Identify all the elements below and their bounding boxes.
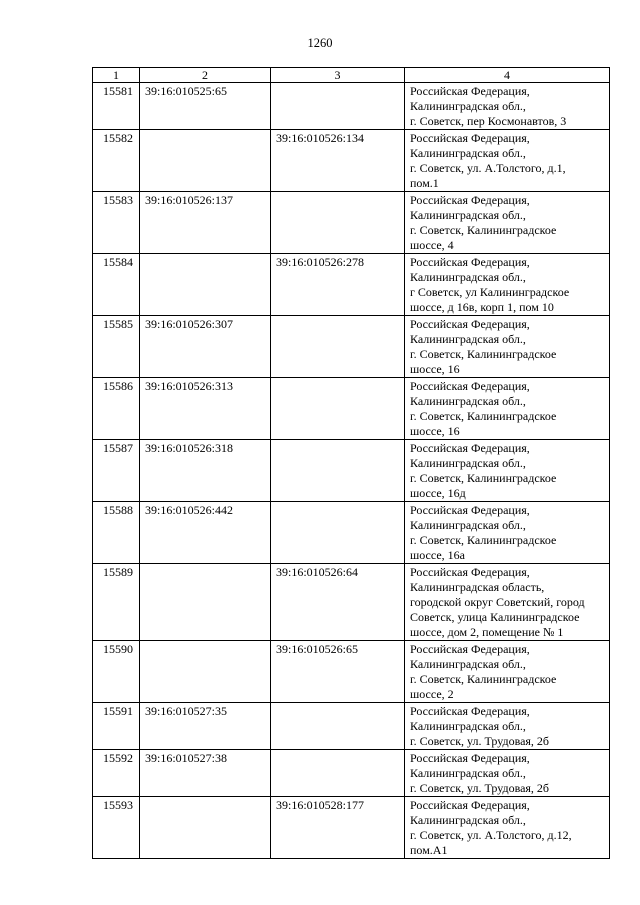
address-line: Российская Федерация, <box>410 704 530 718</box>
address-line: шоссе, 16д <box>410 486 466 500</box>
cadastral-number-cell <box>140 641 271 703</box>
row-number-cell: 15582 <box>93 130 140 192</box>
cadastral-number-cell: 39:16:010527:35 <box>140 703 271 750</box>
table-row <box>93 641 610 703</box>
address-line: шоссе, дом 2, помещение № 1 <box>410 625 564 639</box>
address-line: г. Советск, Калининградское <box>410 533 557 547</box>
address-line: г Советск, ул Калининградское <box>410 285 570 299</box>
address-line: г. Советск, ул. А.Толстого, д.1, <box>410 161 566 175</box>
table-row <box>93 502 610 564</box>
row-number-cell: 15590 <box>93 641 140 703</box>
address-line: пом.1 <box>410 176 439 190</box>
row-number-cell: 15586 <box>93 378 140 440</box>
column-header-1: 1 <box>93 68 140 83</box>
related-cadastral-number-cell: 39:16:010528:177 <box>271 797 405 859</box>
column-header-2: 2 <box>140 68 271 83</box>
row-number-cell: 15584 <box>93 254 140 316</box>
table-row <box>93 316 610 378</box>
address-cell <box>405 316 610 378</box>
address-line: г. Советск, Калининградское <box>410 347 557 361</box>
address-line: Российская Федерация, <box>410 84 530 98</box>
address-cell <box>405 83 610 130</box>
table-row <box>93 130 610 192</box>
table-body <box>93 83 610 859</box>
address-cell <box>405 130 610 192</box>
address-line: шоссе, 16 <box>410 424 460 438</box>
address-cell <box>405 641 610 703</box>
related-cadastral-number-cell <box>271 83 405 130</box>
address-line: Российская Федерация, <box>410 193 530 207</box>
address-line: городской округ Советский, город <box>410 595 585 609</box>
address-cell <box>405 254 610 316</box>
address-line: Калининградская обл., <box>410 146 526 160</box>
address-line: Калининградская область, <box>410 580 545 594</box>
address-cell <box>405 192 610 254</box>
address-line: г. Советск, пер Космонавтов, 3 <box>410 114 567 128</box>
address-line: г. Советск, Калининградское <box>410 471 557 485</box>
table-row <box>93 83 610 130</box>
address-line: шоссе, д 16в, корп 1, пом 10 <box>410 300 554 314</box>
table-row <box>93 797 610 859</box>
related-cadastral-number-cell <box>271 316 405 378</box>
address-cell <box>405 797 610 859</box>
table-row <box>93 254 610 316</box>
related-cadastral-number-cell <box>271 378 405 440</box>
address-line: г. Советск, Калининградское <box>410 409 557 423</box>
address-line: Калининградская обл., <box>410 394 526 408</box>
address-line: Российская Федерация, <box>410 255 530 269</box>
row-number-cell: 15591 <box>93 703 140 750</box>
address-line: г. Советск, Калининградское <box>410 672 557 686</box>
address-line: шоссе, 4 <box>410 238 454 252</box>
address-line: г. Советск, Калининградское <box>410 223 557 237</box>
address-line: Российская Федерация, <box>410 131 530 145</box>
related-cadastral-number-cell: 39:16:010526:134 <box>271 130 405 192</box>
cadastral-number-cell: 39:16:010525:65 <box>140 83 271 130</box>
related-cadastral-number-cell <box>271 750 405 797</box>
address-line: Российская Федерация, <box>410 565 530 579</box>
address-line: Калининградская обл., <box>410 456 526 470</box>
table-row <box>93 750 610 797</box>
address-line: шоссе, 2 <box>410 687 454 701</box>
address-line: шоссе, 16 <box>410 362 460 376</box>
related-cadastral-number-cell: 39:16:010526:65 <box>271 641 405 703</box>
related-cadastral-number-cell <box>271 703 405 750</box>
table-row <box>93 703 610 750</box>
address-cell <box>405 440 610 502</box>
address-line: Калининградская обл., <box>410 518 526 532</box>
address-line: Российская Федерация, <box>410 317 530 331</box>
address-line: Калининградская обл., <box>410 813 526 827</box>
address-line: Российская Федерация, <box>410 751 530 765</box>
header-row <box>93 68 610 83</box>
table-row <box>93 564 610 641</box>
cadastral-number-cell: 39:16:010526:307 <box>140 316 271 378</box>
address-line: г. Советск, ул. А.Толстого, д.12, <box>410 828 572 842</box>
address-line: Российская Федерация, <box>410 379 530 393</box>
address-line: шоссе, 16а <box>410 548 465 562</box>
row-number-cell: 15589 <box>93 564 140 641</box>
cadastral-number-cell <box>140 254 271 316</box>
address-line: Калининградская обл., <box>410 208 526 222</box>
address-line: г. Советск, ул. Трудовая, 2б <box>410 781 550 795</box>
address-line: Калининградская обл., <box>410 270 526 284</box>
address-cell <box>405 564 610 641</box>
address-line: Калининградская обл., <box>410 657 526 671</box>
column-header-4: 4 <box>405 68 610 83</box>
address-line: Российская Федерация, <box>410 642 530 656</box>
cadastral-number-cell <box>140 564 271 641</box>
related-cadastral-number-cell <box>271 192 405 254</box>
address-line: Российская Федерация, <box>410 503 530 517</box>
row-number-cell: 15583 <box>93 192 140 254</box>
address-line: Калининградская обл., <box>410 332 526 346</box>
address-line: Калининградская обл., <box>410 766 526 780</box>
cadastral-number-cell: 39:16:010527:38 <box>140 750 271 797</box>
registry-table <box>92 67 610 859</box>
row-number-cell: 15588 <box>93 502 140 564</box>
address-cell <box>405 378 610 440</box>
cadastral-number-cell: 39:16:010526:137 <box>140 192 271 254</box>
address-cell <box>405 502 610 564</box>
row-number-cell: 15592 <box>93 750 140 797</box>
address-cell <box>405 703 610 750</box>
cadastral-number-cell: 39:16:010526:442 <box>140 502 271 564</box>
address-cell <box>405 750 610 797</box>
related-cadastral-number-cell <box>271 440 405 502</box>
cadastral-number-cell: 39:16:010526:318 <box>140 440 271 502</box>
row-number-cell: 15585 <box>93 316 140 378</box>
address-line: пом.А1 <box>410 843 448 857</box>
row-number-cell: 15593 <box>93 797 140 859</box>
table-row <box>93 192 610 254</box>
cadastral-number-cell: 39:16:010526:313 <box>140 378 271 440</box>
column-header-3: 3 <box>271 68 405 83</box>
page-number: 1260 <box>307 36 333 50</box>
address-line: г. Советск, ул. Трудовая, 2б <box>410 734 550 748</box>
address-line: Советск, улица Калининградское <box>410 610 580 624</box>
related-cadastral-number-cell: 39:16:010526:278 <box>271 254 405 316</box>
cadastral-number-cell <box>140 130 271 192</box>
table-row <box>93 440 610 502</box>
related-cadastral-number-cell: 39:16:010526:64 <box>271 564 405 641</box>
cadastral-number-cell <box>140 797 271 859</box>
address-line: Российская Федерация, <box>410 798 530 812</box>
row-number-cell: 15587 <box>93 440 140 502</box>
table-row <box>93 378 610 440</box>
address-line: Калининградская обл., <box>410 719 526 733</box>
address-line: Калининградская обл., <box>410 99 526 113</box>
row-number-cell: 15581 <box>93 83 140 130</box>
related-cadastral-number-cell <box>271 502 405 564</box>
address-line: Российская Федерация, <box>410 441 530 455</box>
